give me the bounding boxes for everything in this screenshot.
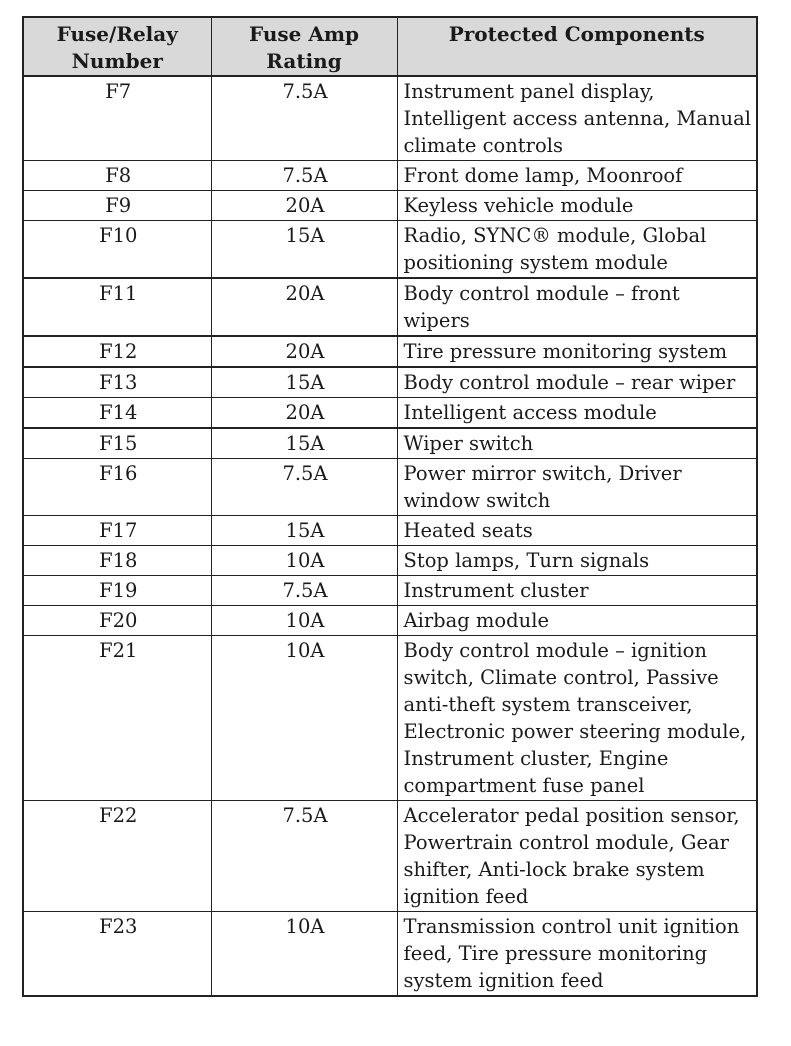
components-cell: Airbag module <box>397 606 757 636</box>
amp-rating-cell: 20A <box>211 398 397 429</box>
table-row <box>23 76 757 161</box>
components-cell: Intelligent access module <box>397 398 757 429</box>
components-cell: Instrument cluster <box>397 576 757 606</box>
components-cell: Keyless vehicle module <box>397 191 757 221</box>
amp-rating-cell: 7.5A <box>211 576 397 606</box>
components-cell: Radio, SYNC® module, Global positioning system module <box>397 221 757 279</box>
components-cell: Body control module – rear wiper <box>397 367 757 398</box>
table-row <box>23 336 757 367</box>
amp-rating-cell: 15A <box>211 516 397 546</box>
fuse-number-cell: F21 <box>23 636 211 801</box>
table-row <box>23 801 757 912</box>
components-cell: Heated seats <box>397 516 757 546</box>
components-cell: Body control module – ignition switch, Climate control, Passive anti-theft system transceiver, Electronic power steering module, Instrument cluster, Engine compartment fuse panel <box>397 636 757 801</box>
fuse-number-cell: F16 <box>23 459 211 516</box>
fuse-number-cell: F11 <box>23 278 211 336</box>
components-cell: Instrument panel display, Intelligent access antenna, Manual climate controls <box>397 76 757 161</box>
fuse-number-cell: F23 <box>23 912 211 997</box>
amp-rating-cell: 10A <box>211 912 397 997</box>
fuse-number-cell: F18 <box>23 546 211 576</box>
amp-rating-cell: 10A <box>211 546 397 576</box>
table-row <box>23 516 757 546</box>
table-row <box>23 636 757 801</box>
header-fuse-relay-number: Fuse/Relay Number <box>23 17 211 76</box>
fuse-number-cell: F9 <box>23 191 211 221</box>
amp-rating-cell: 7.5A <box>211 161 397 191</box>
amp-rating-cell: 7.5A <box>211 459 397 516</box>
amp-rating-cell: 15A <box>211 221 397 279</box>
fuse-number-cell: F13 <box>23 367 211 398</box>
fuse-number-cell: F14 <box>23 398 211 429</box>
fuse-number-cell: F17 <box>23 516 211 546</box>
fuse-table <box>22 16 758 997</box>
amp-rating-cell: 7.5A <box>211 76 397 161</box>
components-cell: Front dome lamp, Moonroof <box>397 161 757 191</box>
table-row <box>23 398 757 429</box>
table-header <box>23 17 757 76</box>
fuse-number-cell: F8 <box>23 161 211 191</box>
amp-rating-cell: 15A <box>211 428 397 459</box>
fuse-number-cell: F12 <box>23 336 211 367</box>
fuse-number-cell: F15 <box>23 428 211 459</box>
table-row <box>23 546 757 576</box>
components-cell: Transmission control unit ignition feed, Tire pressure monitoring system ignition feed <box>397 912 757 997</box>
fuse-number-cell: F7 <box>23 76 211 161</box>
header-row <box>23 17 757 76</box>
table-row <box>23 576 757 606</box>
fuse-number-cell: F22 <box>23 801 211 912</box>
components-cell: Body control module – front wipers <box>397 278 757 336</box>
table-row <box>23 161 757 191</box>
table-row <box>23 191 757 221</box>
table-row <box>23 459 757 516</box>
fuse-number-cell: F19 <box>23 576 211 606</box>
amp-rating-cell: 10A <box>211 636 397 801</box>
table-row <box>23 606 757 636</box>
components-cell: Accelerator pedal position sensor, Powertrain control module, Gear shifter, Anti-lock brake system ignition feed <box>397 801 757 912</box>
components-cell: Stop lamps, Turn signals <box>397 546 757 576</box>
amp-rating-cell: 7.5A <box>211 801 397 912</box>
components-cell: Wiper switch <box>397 428 757 459</box>
components-cell: Power mirror switch, Driver window switch <box>397 459 757 516</box>
table-body <box>23 76 757 996</box>
fuse-number-cell: F10 <box>23 221 211 279</box>
table-row <box>23 428 757 459</box>
table-row <box>23 278 757 336</box>
fuse-number-cell: F20 <box>23 606 211 636</box>
components-cell: Tire pressure monitoring system <box>397 336 757 367</box>
amp-rating-cell: 20A <box>211 191 397 221</box>
amp-rating-cell: 20A <box>211 278 397 336</box>
amp-rating-cell: 15A <box>211 367 397 398</box>
table-row <box>23 221 757 279</box>
header-fuse-amp-rating: Fuse Amp Rating <box>211 17 397 76</box>
table-row <box>23 367 757 398</box>
table-row <box>23 912 757 997</box>
header-protected-components: Protected Components <box>397 17 757 76</box>
amp-rating-cell: 20A <box>211 336 397 367</box>
amp-rating-cell: 10A <box>211 606 397 636</box>
